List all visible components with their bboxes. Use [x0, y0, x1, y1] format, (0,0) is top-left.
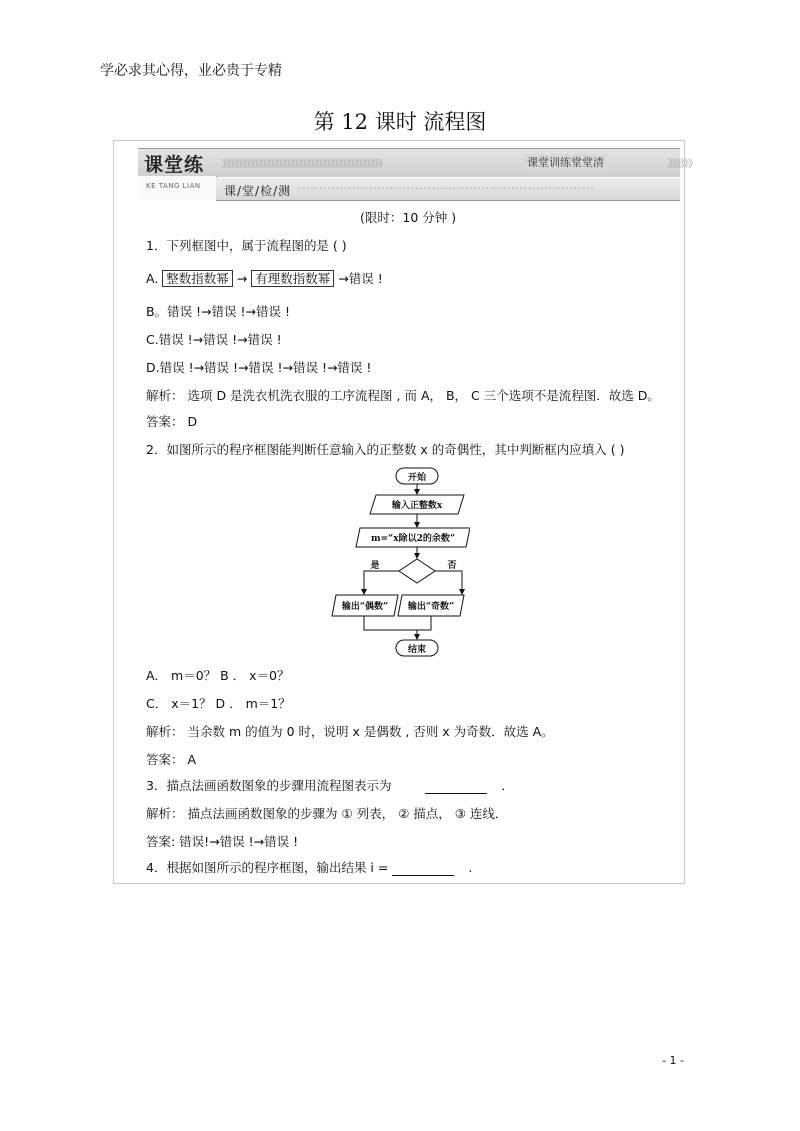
q1-a-box-rational-power: 有理数指数幂: [251, 270, 334, 287]
flow-start-label: 开始: [407, 473, 427, 483]
flow-decision-shape: [399, 559, 435, 583]
q2-analysis: 解析： 当余数 m 的值为 0 时，说明 x 是偶数 , 否则 x 为奇数．故选 A。: [146, 724, 554, 739]
banner-subtitle: 课/堂/检/测: [224, 184, 292, 198]
q1-option-d: D.错误 !→错误 !→错误 !→错误 !→错误 !: [146, 360, 372, 375]
q4-stem: 4．根据如图所示的程序框图，输出结果 i =: [146, 860, 389, 875]
banner-name: 课堂练: [144, 154, 205, 176]
q1-analysis: 解析： 选项 D 是洗衣机洗衣服的工序流程图 , 而 A， B， C 三个选项不是流程图．故选 D。: [146, 388, 660, 403]
flow-output-odd-label: 输出“奇数”: [407, 602, 455, 612]
q1-a-prefix: A.: [146, 271, 159, 286]
banner-chevrons: 》》》》》》》》》》》》》》》》》》》》》》》》》》》》》》》》》》》》》》》》: [222, 159, 387, 170]
page-title: 第 12 课时 流程图: [313, 110, 487, 134]
q4-answer-blank[interactable]: [392, 863, 454, 876]
flow-input-label: 输入正整数x: [391, 501, 443, 511]
flow-process-label: m=“x除以2的余数”: [370, 534, 456, 544]
q3-analysis: 解析： 描点法画函数图象的步骤为 ① 列表， ② 描点， ③ 连线．: [146, 806, 508, 821]
q3-stem-line: [146, 778, 514, 794]
time-limit: (限时：10 分钟 ): [360, 210, 457, 225]
q3-stem: 3．描点法画函数图象的步骤用流程图表示为: [146, 778, 392, 793]
q2-flowchart: [330, 466, 470, 660]
banner-name-en: KE TANG LIAN: [146, 182, 201, 190]
q4-stem-line: [146, 860, 472, 876]
q1-a-box-integer-power: 整数指数幂: [162, 270, 233, 287]
flow-output-even-label: 输出“偶数”: [341, 602, 389, 612]
banner-slogan: 课堂训练堂堂清: [524, 154, 607, 170]
q1-a-arrow: →: [236, 271, 248, 286]
q1-a-tail: →错误 !: [338, 271, 383, 286]
q1-stem: 1．下列框图中，属于流程图的是 ( ): [146, 238, 347, 253]
q1-option-a: [146, 270, 383, 287]
q1-option-c: C.错误 !→错误 !→错误 !: [146, 332, 282, 347]
q3-answer-blank[interactable]: [425, 781, 487, 794]
q2-options-ab: A． m＝0？ B ． x＝0？: [146, 668, 290, 683]
banner-chevrons-end: 》》》》》》: [668, 159, 697, 170]
q1-answer: 答案： D: [146, 414, 198, 429]
flow-end-label: 结束: [407, 645, 427, 655]
q1-option-b: B。错误 !→错误 !→错误 !: [146, 304, 290, 319]
q3-answer: 答案: 错误!→错误 !→错误 !: [146, 834, 299, 849]
banner-dots: ·······································································: [298, 184, 595, 195]
q4-stem-end: .: [468, 860, 473, 875]
page-number: - 1 -: [662, 1054, 684, 1067]
q3-stem-end: ．: [501, 778, 514, 793]
flow-yes-label: 是: [370, 561, 380, 571]
q2-options-cd: C． x＝1？ D ． m＝1？: [146, 696, 291, 711]
section-banner: [138, 146, 697, 206]
q2-answer: 答案： A: [146, 752, 197, 767]
header-motto: 学必求其心得，业必贵于专精: [100, 63, 282, 79]
flow-no-label: 否: [447, 561, 457, 571]
q2-stem: 2．如图所示的程序框图能判断任意输入的正整数 x 的奇偶性，其中判断框内应填入 ( ): [146, 442, 625, 457]
